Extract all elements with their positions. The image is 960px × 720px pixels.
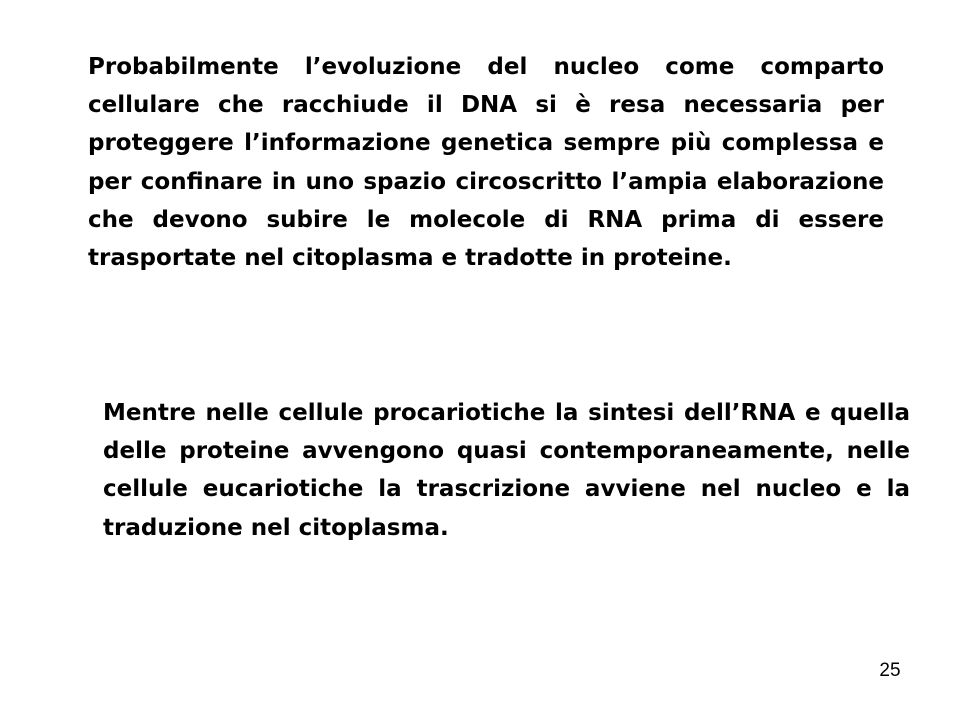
page-number: 25 [879, 660, 901, 681]
paragraph-transcription-translation: Mentre nelle cellule procariotiche la sintesi dell’RNA e quella delle proteine avvengono quasi contemporaneamente, nelle cellule eucariotiche la trascrizione avviene nel nucleo e la traduzione nel citoplasma. [103, 400, 910, 541]
paragraph-nucleus-evolution: Probabilmente l’evoluzione del nucleo come comparto cellulare che racchiude il DNA si è resa necessaria per proteggere l’informazione genetica sempre più complessa e per confinare in uno spazio circoscritto l’ampia elaborazione che devono subire le molecole di RNA prima di essere trasportate nel citoplasma e tradotte in proteine. [88, 54, 884, 272]
